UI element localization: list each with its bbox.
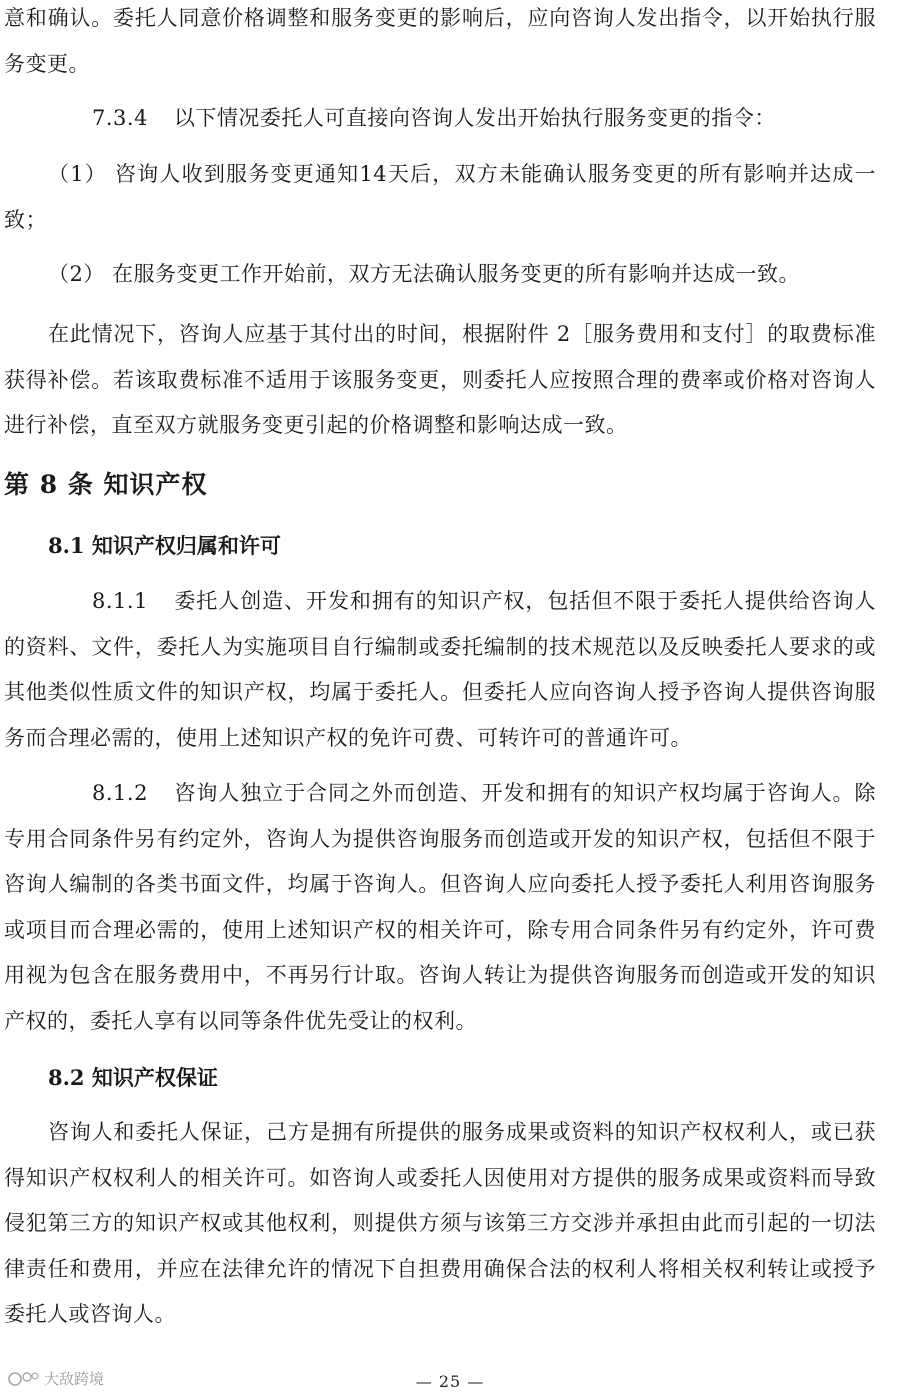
page-number: — 25 — [415, 1372, 485, 1391]
article-8-title: 第 8 条 知识产权 [4, 470, 208, 499]
paragraph-continuation: 意和确认。委托人同意价格调整和服务变更的影响后，应向咨询人发出指令，以开始执行服务变更。 [4, 6, 876, 76]
section-8-2-title: 8.2 知识产权保证 [48, 1065, 218, 1090]
clause-text: 咨询人独立于合同之外而创造、开发和拥有的知识产权均属于咨询人。除专用合同条件另有约定外，咨询人为提供咨询服务而创造或开发的知识产权，包括但不限于咨询人编制的各类书面文件，均属于咨询人。但咨询人应向委托人授予委托人利用咨询服务或项目而合理必需的，使用上述知识产权的相关许可，除专用合同条件另有约定外，许可费用视为包含在服务费用中，不再另行计取。咨询人转让为提供咨询服务而创造或开发的知识产权的，委托人享有以同等条件优先受让的权利。 [4, 781, 876, 1033]
clause-number: 8.1.2 [92, 781, 148, 805]
clause-7-3-4 [4, 96, 876, 142]
clause-text: 委托人创造、开发和拥有的知识产权，包括但不限于委托人提供给咨询人的资料、文件，委托人为实施项目自行编制或委托编制的技术规范以及反映委托人要求的或其他类似性质文件的知识产权，均属于委托人。但委托人应向咨询人授予咨询人提供咨询服务而合理必需的，使用上述知识产权的免许可费、可转许可的普通许可。 [4, 589, 876, 750]
clause-number: 7.3.4 [92, 106, 148, 130]
section-8-1-title: 8.1 知识产权归属和许可 [48, 533, 281, 558]
paragraph-compensation: 在此情况下，咨询人应基于其付出的时间，根据附件 2［服务费用和支付］的取费标准获得补偿。若该取费标准不适用于该服务变更，则委托人应按照合理的费率或价格对咨询人进行补偿，直至双方就服务变更引起的价格调整和影响达成一致。 [4, 322, 876, 437]
list-item-1: （1） 咨询人收到服务变更通知14天后，双方未能确认服务变更的所有影响并达成一致； [4, 162, 876, 232]
section-8-2-text: 咨询人和委托人保证，己方是拥有所提供的服务成果或资料的知识产权权利人，或已获得知识产权权利人的相关许可。如咨询人或委托人因使用对方提供的服务成果或资料而导致侵犯第三方的知识产权或其他权利，则提供方须与该第三方交涉并承担由此而引起的一切法律责任和费用，并应在法律允许的情况下自担费用确保合法的权利人将相关权利转让或授予委托人或咨询人。 [4, 1120, 876, 1326]
clause-8-1-1 [4, 579, 876, 761]
clause-number: 8.1.1 [92, 589, 148, 613]
watermark-text: 大敌跨境 [44, 1370, 105, 1388]
clause-text: 以下情况委托人可直接向咨询人发出开始执行服务变更的指令： [173, 106, 776, 130]
list-item-2: （2） 在服务变更工作开始前，双方无法确认服务变更的所有影响并达成一致。 [48, 262, 801, 286]
clause-8-1-2 [4, 771, 876, 1044]
